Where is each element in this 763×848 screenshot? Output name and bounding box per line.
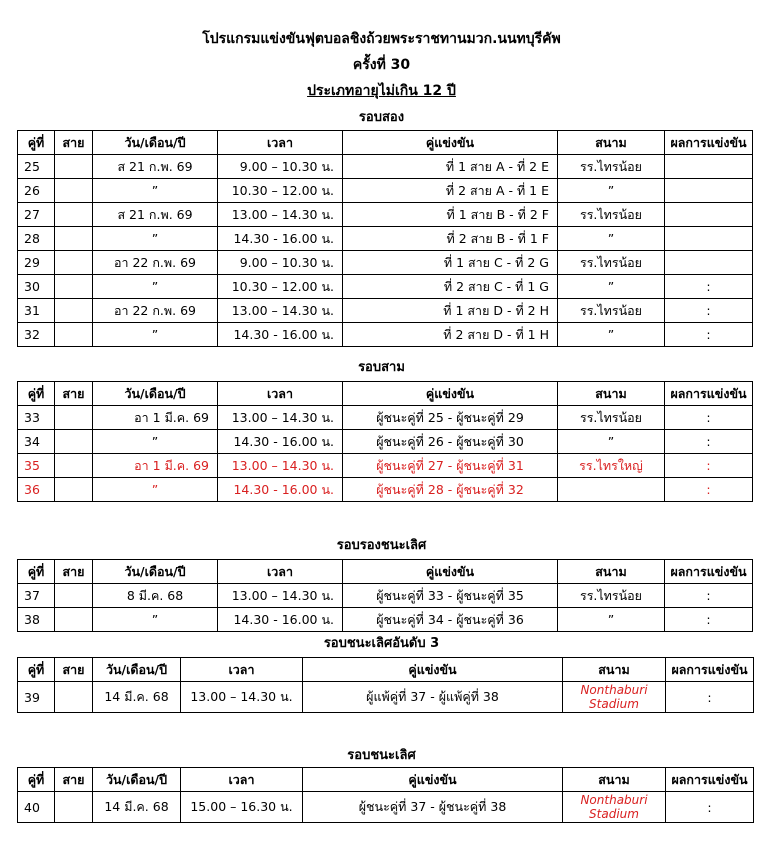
round-final-table [17,767,754,823]
match-no: 31 [18,299,55,323]
match-result: : [665,275,753,299]
table-row [18,430,753,454]
match-time: 13.00 – 14.30 น. [218,454,343,478]
table-row [18,275,753,299]
match-teams: ผู้แพ้คู่ที่ 37 - ผู้แพ้คู่ที่ 38 [303,682,563,713]
col-group-header: สาย [55,768,93,792]
match-date: 14 มี.ค. 68 [93,682,181,713]
table-header-row [18,658,754,682]
match-date: ” [93,179,218,203]
table-header-row [18,768,754,792]
match-time: 13.00 – 14.30 น. [218,406,343,430]
match-no: 28 [18,227,55,251]
match-venue: รร.ไทรน้อย [558,584,665,608]
match-time: 14.30 - 16.00 น. [218,478,343,502]
round-second-table [17,130,753,347]
match-group [55,406,93,430]
col-match-header: คู่แข่งขัน [343,560,558,584]
match-result [665,155,753,179]
match-group [55,478,93,502]
match-result [665,251,753,275]
col-group-header: สาย [55,131,93,155]
match-group [55,682,93,713]
match-time: 10.30 – 12.00 น. [218,179,343,203]
match-result: : [665,584,753,608]
table-row [18,227,753,251]
venue-line1: Nonthaburi [580,683,648,697]
table-row-highlight [18,478,753,502]
round-third-table [17,381,753,502]
match-group [55,227,93,251]
match-no: 35 [18,454,55,478]
match-teams: ผู้ชนะคู่ที่ 34 - ผู้ชนะคู่ที่ 36 [343,608,558,632]
col-no-header: คู่ที่ [18,658,55,682]
match-result: : [665,406,753,430]
category-label [0,82,763,100]
match-date: ” [93,227,218,251]
col-date-header: วัน/เดือน/ปี [93,658,181,682]
table-header-row [18,560,753,584]
round-title-semifinal: รอบรองชนะเลิศ [336,538,427,553]
match-group [55,275,93,299]
match-venue [563,682,666,713]
round-third-place-table [17,657,754,713]
match-group [55,251,93,275]
match-teams: ที่ 1 สาย D - ที่ 2 H [343,299,558,323]
venue-line2: Stadium [589,697,639,711]
match-venue [558,478,665,502]
col-venue-header: สนาม [558,560,665,584]
col-time-header: เวลา [181,658,303,682]
match-venue: รร.ไทรน้อย [558,251,665,275]
match-teams: ที่ 2 สาย C - ที่ 1 G [343,275,558,299]
col-no-header: คู่ที่ [18,768,55,792]
table-row [18,179,753,203]
match-teams: ที่ 1 สาย B - ที่ 2 F [343,203,558,227]
match-time: 14.30 - 16.00 น. [218,430,343,454]
match-group [55,584,93,608]
col-match-header: คู่แข่งขัน [343,382,558,406]
venue-line2: Stadium [589,807,639,821]
match-result: : [665,323,753,347]
match-date: ” [93,275,218,299]
edition-label: ครั้งที่ 30 [352,57,411,73]
match-no: 36 [18,478,55,502]
match-teams: ที่ 1 สาย A - ที่ 2 E [343,155,558,179]
match-group [55,179,93,203]
match-group [55,608,93,632]
col-date-header: วัน/เดือน/ปี [93,560,218,584]
table-row [18,584,753,608]
match-group [55,299,93,323]
match-result: : [665,430,753,454]
match-teams: ที่ 2 สาย A - ที่ 1 E [343,179,558,203]
match-venue: รร.ไทรน้อย [558,203,665,227]
match-no: 32 [18,323,55,347]
match-time: 13.00 – 14.30 น. [218,203,343,227]
match-time: 9.00 – 10.30 น. [218,155,343,179]
match-result: : [665,454,753,478]
match-result [665,179,753,203]
match-teams: ผู้ชนะคู่ที่ 26 - ผู้ชนะคู่ที่ 30 [343,430,558,454]
match-teams: ผู้ชนะคู่ที่ 25 - ผู้ชนะคู่ที่ 29 [343,406,558,430]
match-date: 8 มี.ค. 68 [93,584,218,608]
col-no-header: คู่ที่ [18,560,55,584]
table-row [18,299,753,323]
page-title: โปรแกรมแข่งขันฟุตบอลชิงถ้วยพระราชทานมวก.นนทบุรีคัพ [202,31,561,47]
round-title-second: รอบสอง [358,110,405,125]
match-venue: ” [558,227,665,251]
match-no: 39 [18,682,55,713]
match-teams: ที่ 2 สาย D - ที่ 1 H [343,323,558,347]
venue-line1: Nonthaburi [580,793,648,807]
col-time-header: เวลา [181,768,303,792]
match-teams: ผู้ชนะคู่ที่ 37 - ผู้ชนะคู่ที่ 38 [303,792,563,823]
match-result [665,227,753,251]
match-result: : [665,478,753,502]
round-title-third: รอบสาม [358,360,405,375]
match-group [55,430,93,454]
match-teams: ผู้ชนะคู่ที่ 28 - ผู้ชนะคู่ที่ 32 [343,478,558,502]
table-row [18,682,754,713]
match-date: ” [93,608,218,632]
table-header-row [18,382,753,406]
col-group-header: สาย [55,382,93,406]
match-venue: รร.ไทรน้อย [558,406,665,430]
table-row-highlight [18,454,753,478]
match-venue [563,792,666,823]
match-group [55,155,93,179]
match-teams: ผู้ชนะคู่ที่ 27 - ผู้ชนะคู่ที่ 31 [343,454,558,478]
col-group-header: สาย [55,658,93,682]
col-result-header: ผลการแข่งขัน [665,382,753,406]
match-date: 14 มี.ค. 68 [93,792,181,823]
col-no-header: คู่ที่ [18,131,55,155]
match-venue: ” [558,323,665,347]
match-venue: รร.ไทรน้อย [558,299,665,323]
match-date: อา 22 ก.พ. 69 [93,251,218,275]
match-result [665,203,753,227]
match-time: 14.30 - 16.00 น. [218,323,343,347]
round-title-final: รอบชนะเลิศ [347,748,416,763]
match-result: : [666,682,754,713]
category-text: ประเภทอายุไม่เกิน 12 ปี [307,83,456,99]
match-teams: ที่ 2 สาย B - ที่ 1 F [343,227,558,251]
match-date: ส 21 ก.พ. 69 [93,155,218,179]
match-group [55,792,93,823]
col-no-header: คู่ที่ [18,382,55,406]
col-result-header: ผลการแข่งขัน [665,131,753,155]
match-date: อา 1 มี.ค. 69 [93,406,218,430]
col-date-header: วัน/เดือน/ปี [93,768,181,792]
match-no: 30 [18,275,55,299]
match-venue: รร.ไทรน้อย [558,155,665,179]
table-row [18,203,753,227]
col-time-header: เวลา [218,382,343,406]
col-venue-header: สนาม [558,131,665,155]
col-match-header: คู่แข่งขัน [343,131,558,155]
match-time: 14.30 - 16.00 น. [218,608,343,632]
col-time-header: เวลา [218,560,343,584]
match-group [55,454,93,478]
match-no: 26 [18,179,55,203]
match-date: ” [93,478,218,502]
match-date: อา 22 ก.พ. 69 [93,299,218,323]
table-row [18,251,753,275]
table-row [18,323,753,347]
match-result: : [666,792,754,823]
match-venue: รร.ไทรใหญ่ [558,454,665,478]
match-group [55,203,93,227]
match-teams: ผู้ชนะคู่ที่ 33 - ผู้ชนะคู่ที่ 35 [343,584,558,608]
table-header-row [18,131,753,155]
match-venue: ” [558,430,665,454]
round-semifinal-table [17,559,753,632]
table-row [18,155,753,179]
col-venue-header: สนาม [558,382,665,406]
col-venue-header: สนาม [563,768,666,792]
col-venue-header: สนาม [563,658,666,682]
table-row [18,406,753,430]
round-title-third-place: รอบชนะเลิศอันดับ 3 [323,636,440,651]
col-date-header: วัน/เดือน/ปี [93,382,218,406]
match-no: 38 [18,608,55,632]
table-row [18,608,753,632]
match-time: 13.00 – 14.30 น. [218,299,343,323]
col-result-header: ผลการแข่งขัน [666,658,754,682]
match-no: 34 [18,430,55,454]
col-group-header: สาย [55,560,93,584]
match-time: 13.00 – 14.30 น. [181,682,303,713]
match-no: 37 [18,584,55,608]
col-time-header: เวลา [218,131,343,155]
match-no: 29 [18,251,55,275]
match-venue: ” [558,275,665,299]
match-venue: ” [558,179,665,203]
table-row [18,792,754,823]
match-time: 14.30 - 16.00 น. [218,227,343,251]
match-no: 40 [18,792,55,823]
col-match-header: คู่แข่งขัน [303,768,563,792]
match-venue: ” [558,608,665,632]
match-time: 15.00 – 16.30 น. [181,792,303,823]
match-date: อา 1 มี.ค. 69 [93,454,218,478]
match-date: ” [93,323,218,347]
match-no: 33 [18,406,55,430]
match-no: 25 [18,155,55,179]
match-group [55,323,93,347]
match-result: : [665,608,753,632]
match-time: 9.00 – 10.30 น. [218,251,343,275]
match-result: : [665,299,753,323]
match-teams: ที่ 1 สาย C - ที่ 2 G [343,251,558,275]
match-time: 13.00 – 14.30 น. [218,584,343,608]
col-date-header: วัน/เดือน/ปี [93,131,218,155]
col-result-header: ผลการแข่งขัน [666,768,754,792]
match-time: 10.30 – 12.00 น. [218,275,343,299]
match-no: 27 [18,203,55,227]
match-date: ” [93,430,218,454]
col-result-header: ผลการแข่งขัน [665,560,753,584]
col-match-header: คู่แข่งขัน [303,658,563,682]
match-date: ส 21 ก.พ. 69 [93,203,218,227]
